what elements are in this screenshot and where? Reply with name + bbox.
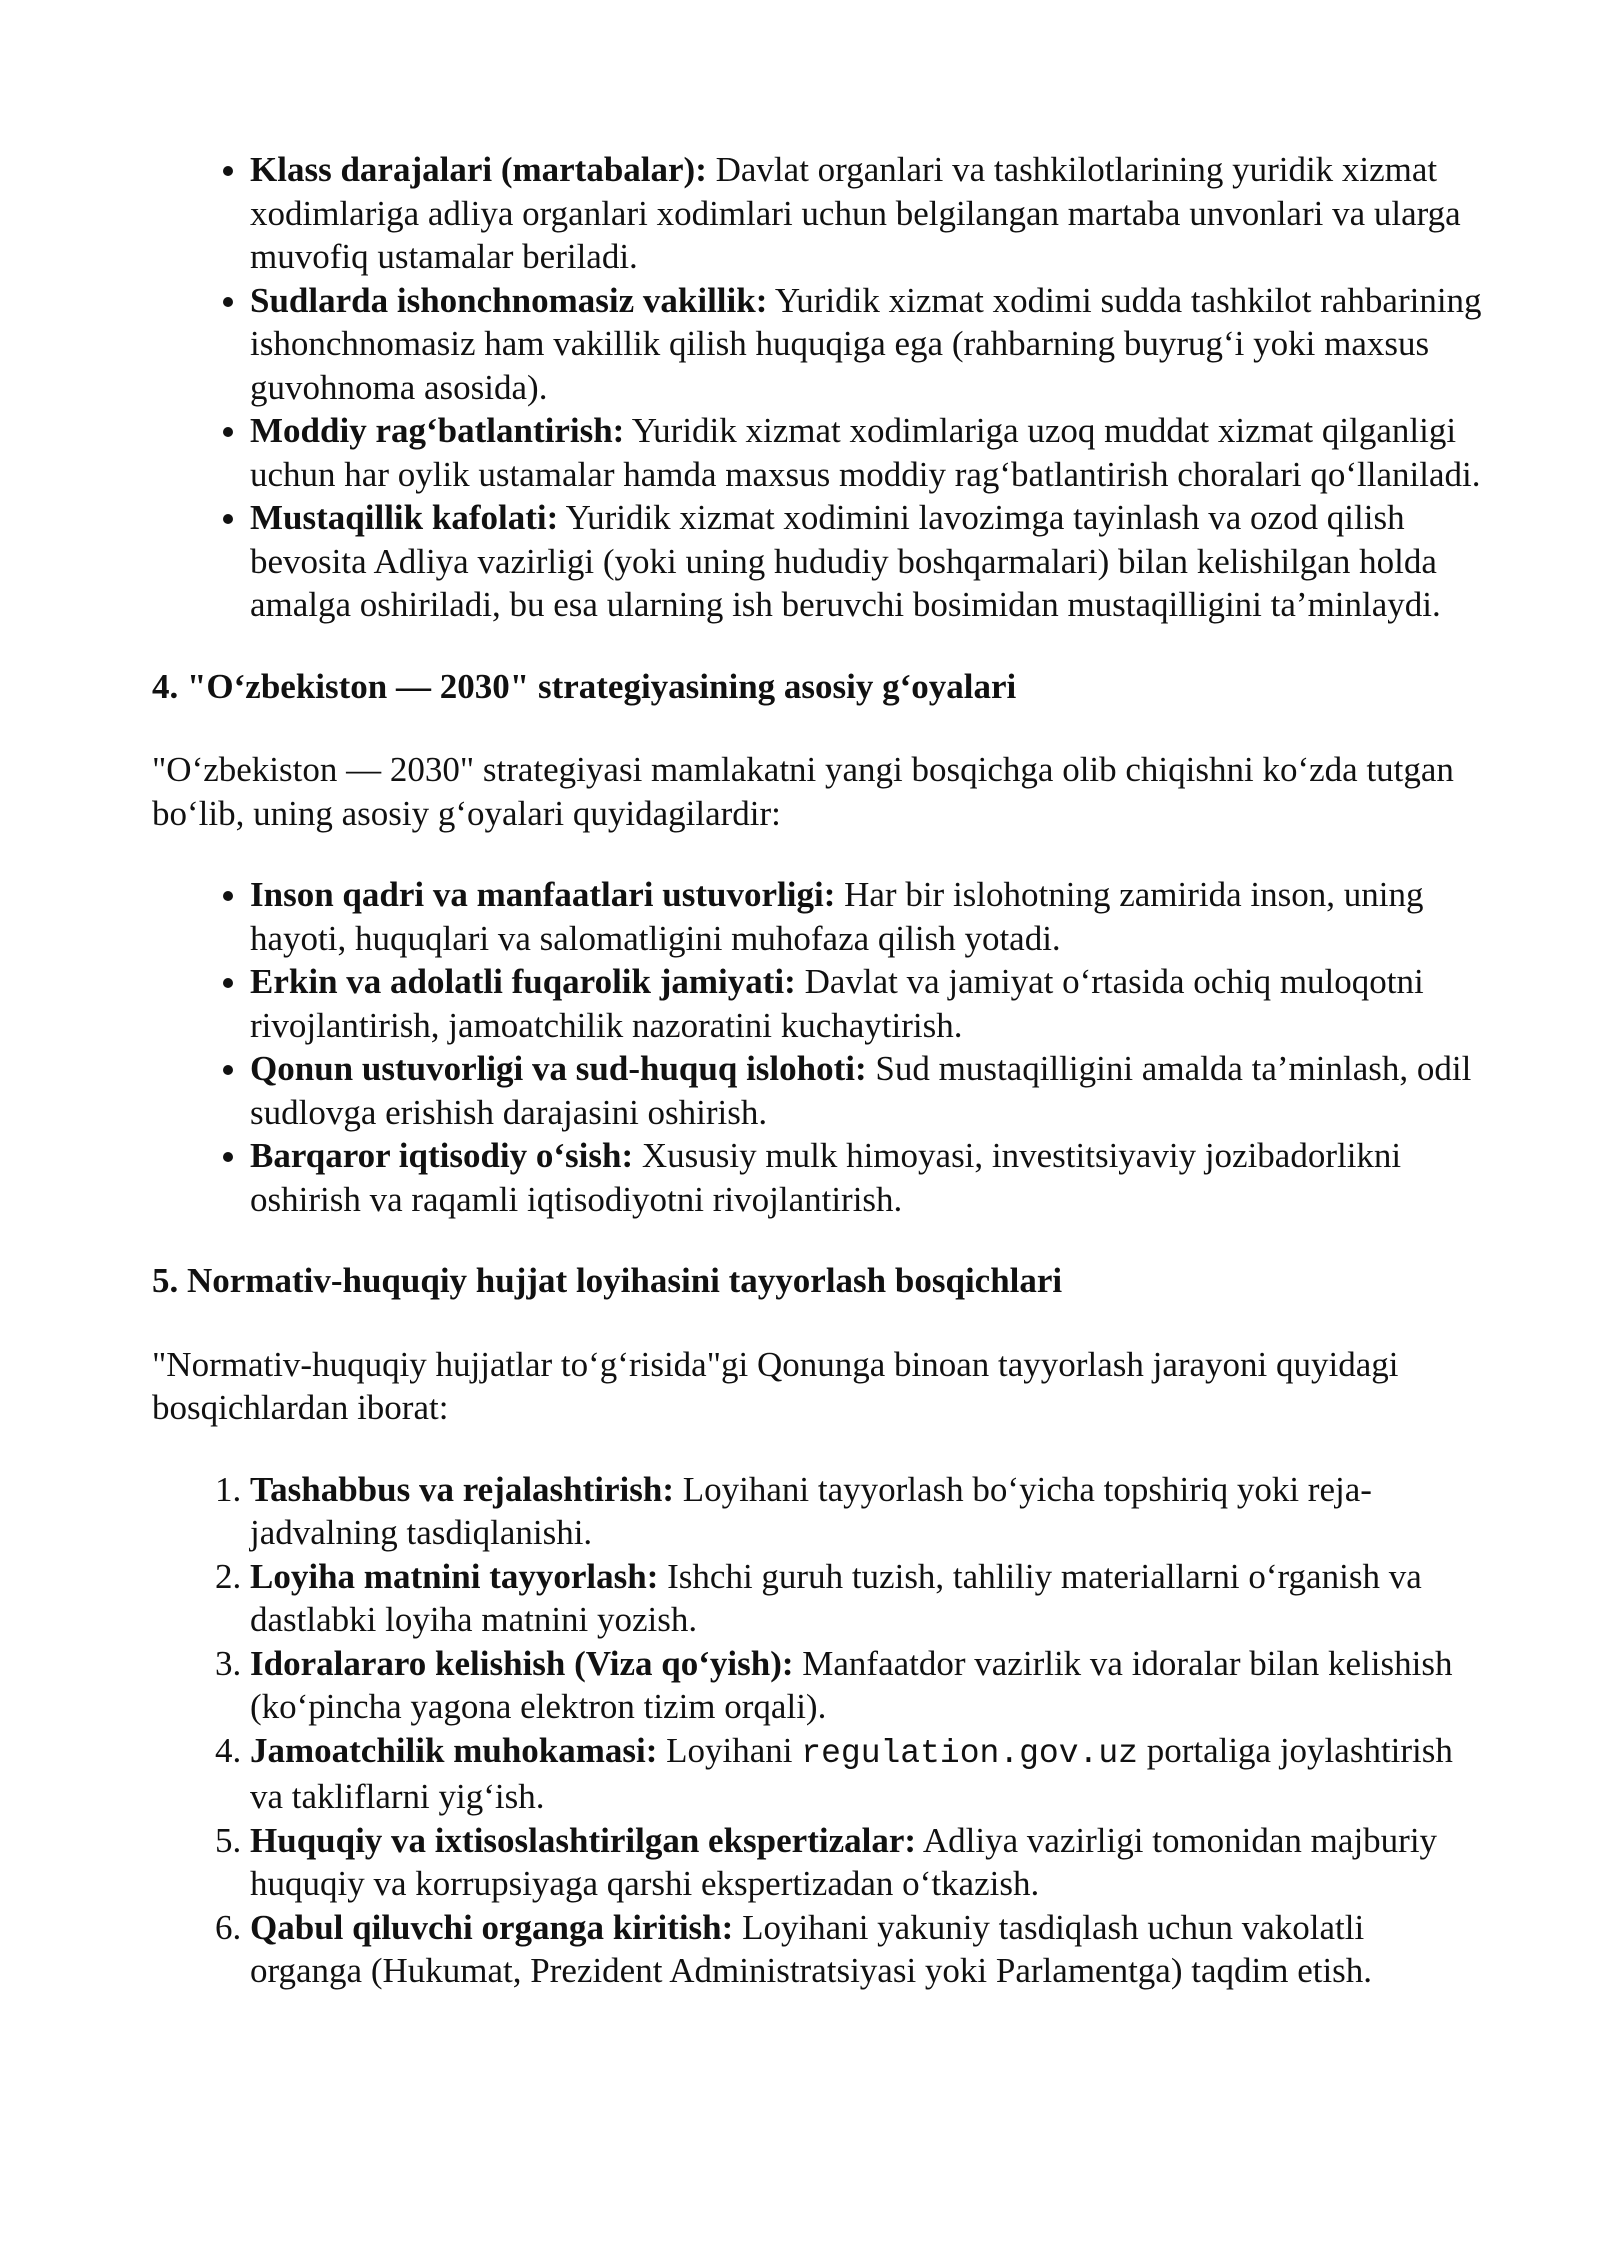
step-item [250, 1906, 1484, 1993]
step-term: Huquqiy va ixtisoslashtirilgan ekspertizalar: [250, 1820, 917, 1860]
step-item [250, 1555, 1484, 1642]
step-text: Manfaatdor vazirlik va idoralar bilan kelishish (ko‘pincha yagona elektron tizim orqali). [250, 1643, 1453, 1726]
item-text: Sud mustaqilligini amalda ta’minlash, odil sudlovga erishish darajasini oshirish. [250, 1049, 1472, 1132]
section5-heading: 5. Normativ-huquqiy hujjat loyihasini tayyorlash bosqichlari [152, 1261, 1063, 1300]
list-item [250, 496, 1484, 627]
section3-list [152, 148, 1484, 627]
list-item [250, 960, 1484, 1047]
step-item [250, 1729, 1484, 1819]
section5-intro: "Normativ-huquqiy hujjatlar to‘g‘risida"gi Qonunga binoan tayyorlash jarayoni quyidagi bosqichlardan iborat: [152, 1344, 1399, 1427]
step-text: Adliya vazirligi tomonidan majburiy huquqiy va korrupsiyaga qarshi ekspertizadan o‘tkazish. [250, 1820, 1438, 1903]
step-term: Jamoatchilik muhokamasi: [250, 1730, 658, 1770]
section4-heading: 4. "O‘zbekiston — 2030" strategiyasining asosiy g‘oyalari [152, 666, 1017, 706]
item-text: Xususiy mulk himoyasi, investitsiyaviy jozibadorlikni oshirish va raqamli iqtisodiyotni rivojlantirish. [250, 1136, 1402, 1219]
list-item [250, 279, 1484, 410]
section4-list [152, 873, 1484, 1221]
item-term: Moddiy rag‘batlantirish: [250, 411, 625, 450]
item-text: Yuridik xizmat xodimi sudda tashkilot rahbarining ishonchnomasiz ham vakillik qilish huquqiga ega (rahbarning buyrug‘i yoki maxsus guvohnoma asosida). [250, 280, 1482, 407]
portal-url: regulation.gov.uz [801, 1734, 1138, 1772]
document-page [152, 148, 1484, 1993]
item-term: Sudlarda ishonchnomasiz vakillik: [250, 280, 768, 320]
item-term: Erkin va adolatli fuqarolik jamiyati: [250, 962, 796, 1001]
section4-intro: "O‘zbekiston — 2030" strategiyasi mamlakatni yangi bosqichga olib chiqishni ko‘zda tutgan bo‘lib, uning asosiy g‘oyalari quyidagilardir: [152, 750, 1454, 833]
step-text: portaliga joylashtirish va takliflarni yig‘ish. [250, 1730, 1453, 1816]
list-item [250, 1134, 1484, 1221]
list-item [250, 873, 1484, 960]
item-term: Klass darajalari (martabalar): [250, 150, 707, 189]
step-text: Loyihani [657, 1730, 802, 1770]
step-term: Qabul qiluvchi organga kiritish: [250, 1907, 734, 1947]
item-text: Davlat organlari va tashkilotlarining yuridik xizmat xodimlariga adliya organlari xodimlari uchun belgilangan martaba unvonlari va ularga muvofiq ustamalar beriladi. [250, 150, 1461, 276]
step-term: Loyiha matnini tayyorlash: [250, 1556, 659, 1596]
item-term: Qonun ustuvorligi va sud-huquq islohoti: [250, 1049, 867, 1088]
item-term: Inson qadri va manfaatlari ustuvorligi: [250, 875, 836, 914]
item-text: Yuridik xizmat xodimini lavozimga tayinlash va ozod qilish bevosita Adliya vazirligi (yoki uning hududiy boshqarmalari) bilan kelishilgan holda amalga oshiriladi, bu esa ularning ish beruvchi bosimidan mustaqilligini ta’minlaydi. [250, 498, 1441, 624]
list-item [250, 1047, 1484, 1134]
step-item [250, 1642, 1484, 1729]
item-term: Barqaror iqtisodiy o‘sish: [250, 1136, 634, 1175]
section5-steps [152, 1468, 1484, 1993]
step-item [250, 1468, 1484, 1555]
step-term: Tashabbus va rejalashtirish: [250, 1469, 675, 1509]
step-text: Loyihani tayyorlash bo‘yicha topshiriq yoki reja-jadvalning tasdiqlanishi. [250, 1469, 1372, 1552]
list-item [250, 148, 1484, 279]
step-term: Idoralararo kelishish (Viza qo‘yish): [250, 1643, 794, 1683]
step-text: Loyihani yakuniy tasdiqlash uchun vakolatli organga (Hukumat, Prezident Administratsiyasi yoki Parlamentga) taqdim etish. [250, 1907, 1373, 1990]
item-term: Mustaqillik kafolati: [250, 498, 559, 537]
item-text: Davlat va jamiyat o‘rtasida ochiq muloqotni rivojlantirish, jamoatchilik nazoratini kuchaytirish. [250, 962, 1424, 1045]
step-item [250, 1819, 1484, 1906]
item-text: Har bir islohotning zamirida inson, uning hayoti, huquqlari va salomatligini muhofaza qilish yotadi. [250, 875, 1424, 958]
step-text: Ishchi guruh tuzish, tahliliy materiallarni o‘rganish va dastlabki loyiha matnini yozish. [250, 1556, 1422, 1639]
item-text: Yuridik xizmat xodimlariga uzoq muddat xizmat qilganligi uchun har oylik ustamalar hamda maxsus moddiy rag‘batlantirish choralari qo‘llaniladi. [250, 411, 1481, 494]
list-item [250, 409, 1484, 496]
